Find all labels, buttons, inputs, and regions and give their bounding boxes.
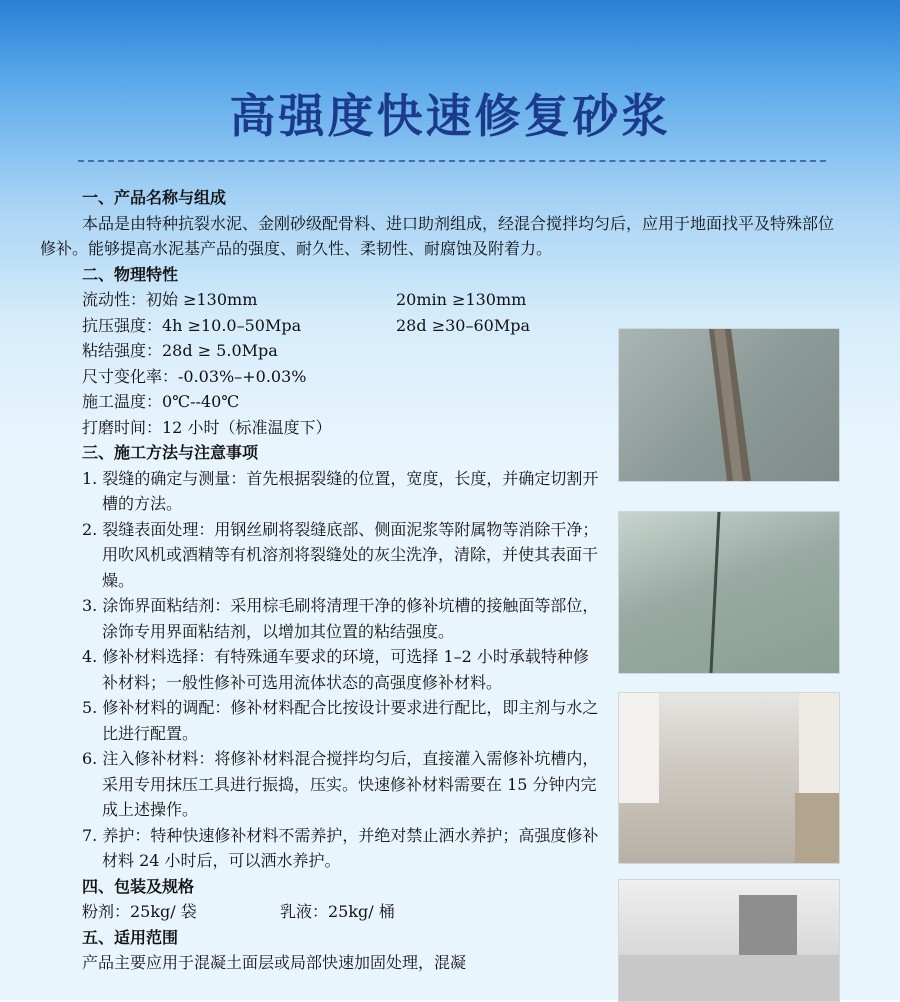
step-item: 7. 养护：特种快速修补材料不需养护，并绝对禁止洒水养护；高强度修补材料 24 小时后，可以洒水养护。 — [82, 825, 599, 870]
step-item: 2. 裂缝表面处理：用钢丝刷将裂缝底部、侧面泥浆等附属物等消除干净；用吹风机或酒精等有机溶剂将裂缝处的灰尘洗净，清除，并使其表面干燥。 — [82, 519, 599, 590]
section-heading-2: 二、物理特性 — [82, 264, 179, 284]
photo-crack-groove — [618, 328, 840, 482]
section-heading-1: 一、产品名称与组成 — [82, 188, 227, 207]
packaging-powder: 粉剂：25kg/ 袋 — [82, 902, 197, 921]
step-item: 4. 修补材料选择：有特殊通车要求的环境，可选择 1–2 小时承载特种修补材料；一般性修补可选用流体状态的高强度修补材料。 — [82, 647, 589, 692]
step-item: 5. 修补材料的调配：修补材料配合比按设计要求进行配比，即主剂与水之比进行配置。 — [82, 698, 599, 743]
spec-compressive-4h: 抗压强度：4h ≥10.0–50Mpa — [82, 315, 302, 335]
section-heading-4: 四、包装及规格 — [82, 876, 195, 896]
spec-size-change: 尺寸变化率：-0.03%–+0.03% — [82, 366, 307, 386]
spec-flow-20min: 20min ≥130mm — [396, 290, 527, 309]
step-item: 3. 涂饰界面粘结剂：采用棕毛刷将清理干净的修补坑槽的接触面等部位，涂饰专用界面粘结剂，以增加其位置的粘结强度。 — [82, 596, 599, 641]
spec-flow — [40, 287, 840, 313]
page-title: 高强度快速修复砂浆 — [229, 89, 671, 143]
section-heading-3: 三、施工方法与注意事项 — [82, 443, 259, 462]
crack-groove-graphic — [619, 329, 839, 481]
section-1-body: 本品是由特种抗裂水泥、金刚砂级配骨料、进口助剂组成，经混合搅拌均匀后，应用于地面找平及特殊部位修补。能够提高水泥基产品的强度、耐久性、柔韧性、耐腐蚀及附着力。 — [40, 213, 835, 258]
packaging-liquid: 乳液：25kg/ 桶 — [280, 902, 395, 921]
corridor-graphic — [619, 693, 839, 863]
step-item: 1. 裂缝的确定与测量：首先根据裂缝的位置，宽度，长度，并确定切割开槽的方法。 — [82, 468, 599, 513]
step-item: 6. 注入修补材料：将修补材料混合搅拌均匀后，直接灌入需修补坑槽内，采用专用抹压工具进行振捣，压实。快速修补材料需要在 15 分钟内完成上述操作。 — [82, 749, 599, 819]
spec-flow-initial: 流动性：初始 ≥130mm — [82, 290, 258, 309]
section-heading-5: 五、适用范围 — [82, 927, 179, 947]
photo-corridor-floor — [618, 692, 840, 864]
spec-bond: 粘结强度：28d ≥ 5.0Mpa — [82, 341, 278, 360]
spec-compressive-28d: 28d ≥30–60Mpa — [396, 315, 530, 335]
crack-line-graphic — [619, 512, 839, 673]
title-divider — [78, 160, 826, 162]
construction-steps — [40, 466, 602, 874]
photo-crack-line — [618, 511, 840, 674]
spec-grind-time: 打磨时间：12 小时（标准温度下） — [82, 417, 332, 437]
room-graphic — [619, 880, 839, 1001]
section-5-body: 产品主要应用于混凝土面层或局部快速加固处理，混凝 — [82, 953, 467, 972]
spec-temperature: 施工温度：0℃--40℃ — [82, 392, 240, 411]
photo-room-floor — [618, 879, 840, 1002]
